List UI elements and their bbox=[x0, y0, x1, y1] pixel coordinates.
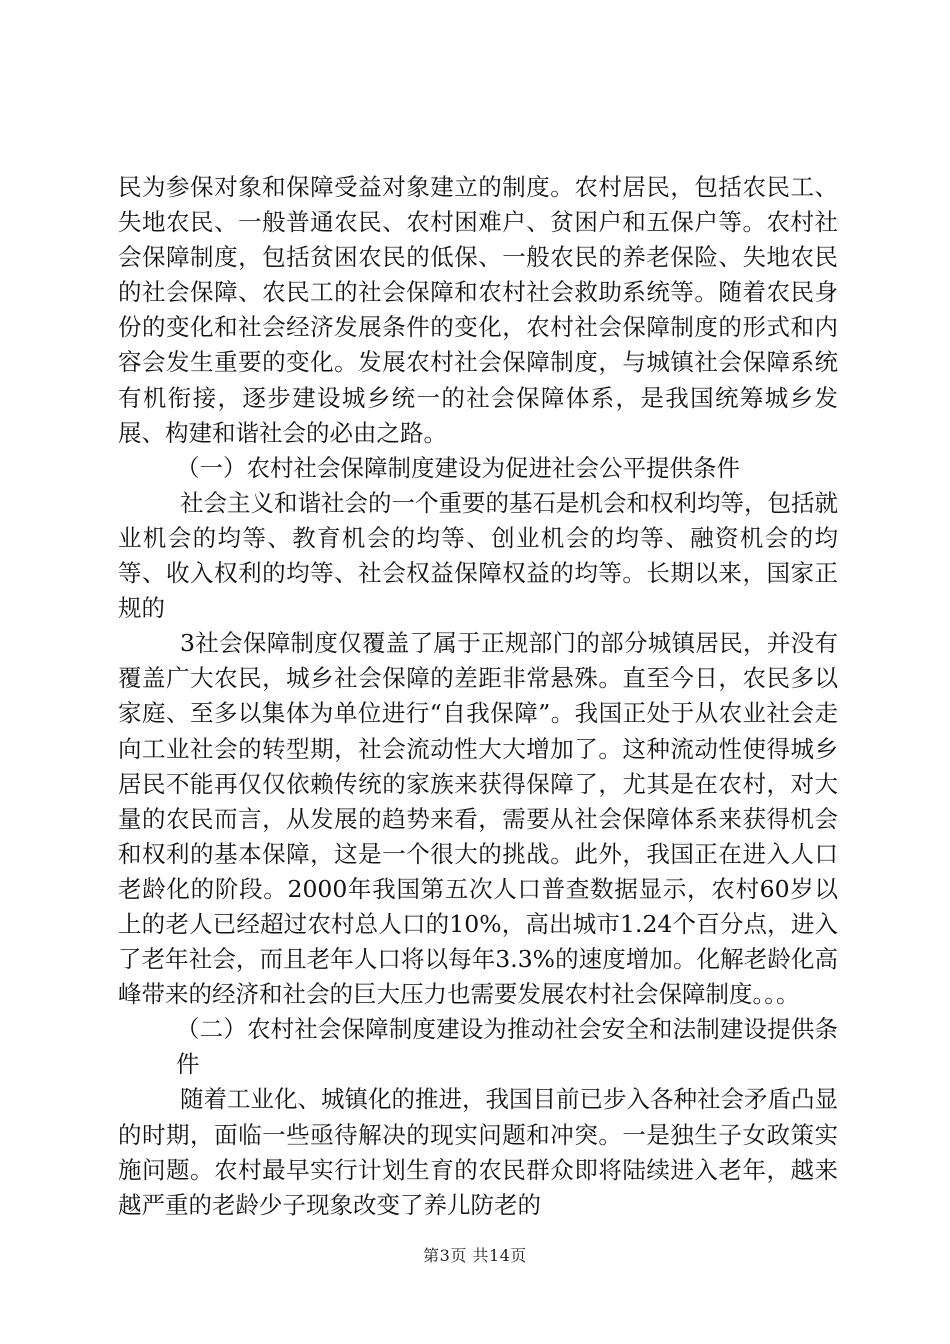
section-heading-1: （一）农村社会保障制度建设为促进社会公平提供条件 bbox=[176, 453, 740, 482]
paragraph-conflicts: 随着工业化、城镇化的推进，我国目前已步入各种社会矛盾凸显的时期，面临一些亟待解决的现实问题和冲突。一是独生子女政策实施问题。农村最早实行计划生育的农民群众即将陆续进入老年，越来越严重的老龄少子现象改变了养儿防老的 bbox=[118, 1085, 838, 1219]
page-footer: 第3页 共14页 bbox=[423, 1246, 527, 1265]
section-heading-2: （二）农村社会保障制度建设为推动社会安全和法制建设提供条件 bbox=[176, 1015, 838, 1079]
paragraph-intro: 民为参保对象和保障受益对象建立的制度。农村居民，包括农民工、失地农民、一般普通农民、农村困难户、贫困户和五保户等。农村社会保障制度，包括贫困农民的低保、一般农民的养老保险、失地农民的社会保障、农民工的社会保障和农村社会救助系统等。随着农民身份的变化和社会经济发展条件的变化，农村社会保障制度的形式和内容会发生重要的变化。发展农村社会保障制度，与城镇社会保障系统有机衔接，逐步建设城乡统一的社会保障体系，是我国统筹城乡发展、构建和谐社会的必由之路。 bbox=[118, 173, 838, 447]
paragraph-coverage: 3社会保障制度仅覆盖了属于正规部门的部分城镇居民，并没有覆盖广大农民，城乡社会保障的差距非常悬殊。直至今日，农民多以家庭、至多以集体为单位进行“自我保障”。我国正处于从农业社会走向工业社会的转型期，社会流动性大大增加了。这种流动性使得城乡居民不能再仅仅依赖传统的家族来获得保障了，尤其是在农村，对大量的农民而言，从发展的趋势来看，需要从社会保障体系来获得机会和权利的基本保障，这是一个很大的挑战。此外，我国正在进入人口老龄化的阶段。2000年我国第五次人口普查数据显示，农村60岁以上的老人已经超过农村总人口的10%，高出城市1.24个百分点，进入了老年社会，而且老年人口将以每年3.3%的速度增加。化解老龄化高峰带来的经济和社会的巨大压力也需要发展农村社会保障制度。。。 bbox=[118, 629, 838, 1009]
document-body bbox=[118, 170, 838, 1223]
paragraph-fairness: 社会主义和谐社会的一个重要的基石是机会和权利均等，包括就业机会的均等、教育机会的均等、创业机会的均等、融资机会的均等、收入权利的均等、社会权益保障权益的均等。长期以来，国家正规的 bbox=[118, 488, 838, 623]
